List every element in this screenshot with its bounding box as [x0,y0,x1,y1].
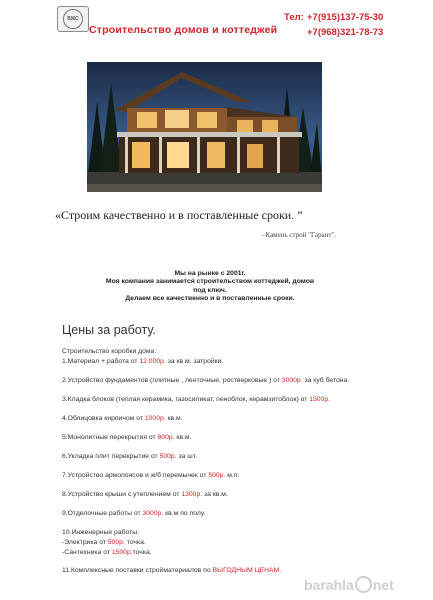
price-value: 12 000р. [139,358,166,365]
slogan-quote: «Строим качественно и в поставленные сроки. ” [55,208,303,222]
price-value: ВЫГОДНЫМ ЦЕНАМ. [212,567,282,574]
price-line: 5.Монолитные перекрытия от 800р. кв.м. [62,434,192,441]
price-value: 500р. [159,453,177,460]
watermark-ring-icon [355,576,372,593]
price-line: 2.Устройство фундаментов (плитные , ленточные, ростверковые ) от 3000р. за куб бетона. [62,377,350,384]
price-line: 7.Устройство армопоясов и ж/б перемычек от 500р. м.п. [62,472,240,479]
price-value: 1500р. [309,396,331,403]
company-intro [90,270,330,304]
price-value: 1500р. [111,549,133,556]
price-value: 800р. [157,434,175,441]
phone-2: +7(968)321-78-73 [307,27,384,38]
price-line: 4.Облицовка кирпичом от 1000р. кв.м. [62,415,183,422]
price-line: 8.Устройство крыши с утеплением от 1300р. за кв.м. [62,491,228,498]
price-line: 6.Укладка плит перекрытие от 500р. за шт. [62,453,197,460]
watermark: barahla net [304,577,394,593]
price-value: 500р. [208,472,226,479]
intro-line: Делаем все качественно и в поставленные сроки. [125,295,295,303]
price-line: 10.Инженерные работы: [62,529,140,536]
price-line: 1.Материал + работа от 12 000р. за кв.м. затройки. [62,358,224,365]
price-line: Строительство коробки дома: [62,348,157,355]
price-value: 3000р. [142,510,164,517]
tel-label: Тел: [284,12,304,23]
phone-1: +7(915)137-75-30 [307,12,384,23]
logo-emblem: ВЖС [63,9,83,29]
prices-heading: Цены за работу. [62,323,156,337]
company-logo [57,6,89,32]
intro-line: под ключ. [193,286,227,294]
price-line: 3.Кладка блоков (теплая керамика, газосиликат, пеноблок, керамзитоблок) от 1500р. [62,396,331,403]
intro-line: Моя компания занимается строительством коттеджей, домов [105,278,315,286]
price-value: 3000р. [281,377,303,384]
price-line: 11.Комплексные поставки стройматериалов по ВЫГОДНЫМ ЦЕНАМ. [62,567,282,574]
quote-source: –Камень строй "Гарант". [262,231,337,239]
price-line: -Электрика от 500р. точка. [62,539,146,546]
house-photo [87,62,322,192]
price-value: 500р. [107,539,125,546]
intro-line: Мы на рынке с 2001г. [174,270,246,277]
price-value: 1300р. [181,491,203,498]
price-line: -Сантехника от 1500р.точка. [62,549,152,556]
price-value: 1000р. [144,415,166,422]
price-line: 9.Отделочные работы от 3000р. кв.м по полу. [62,510,206,517]
company-name: Строительство домов и коттеджей [89,24,278,36]
